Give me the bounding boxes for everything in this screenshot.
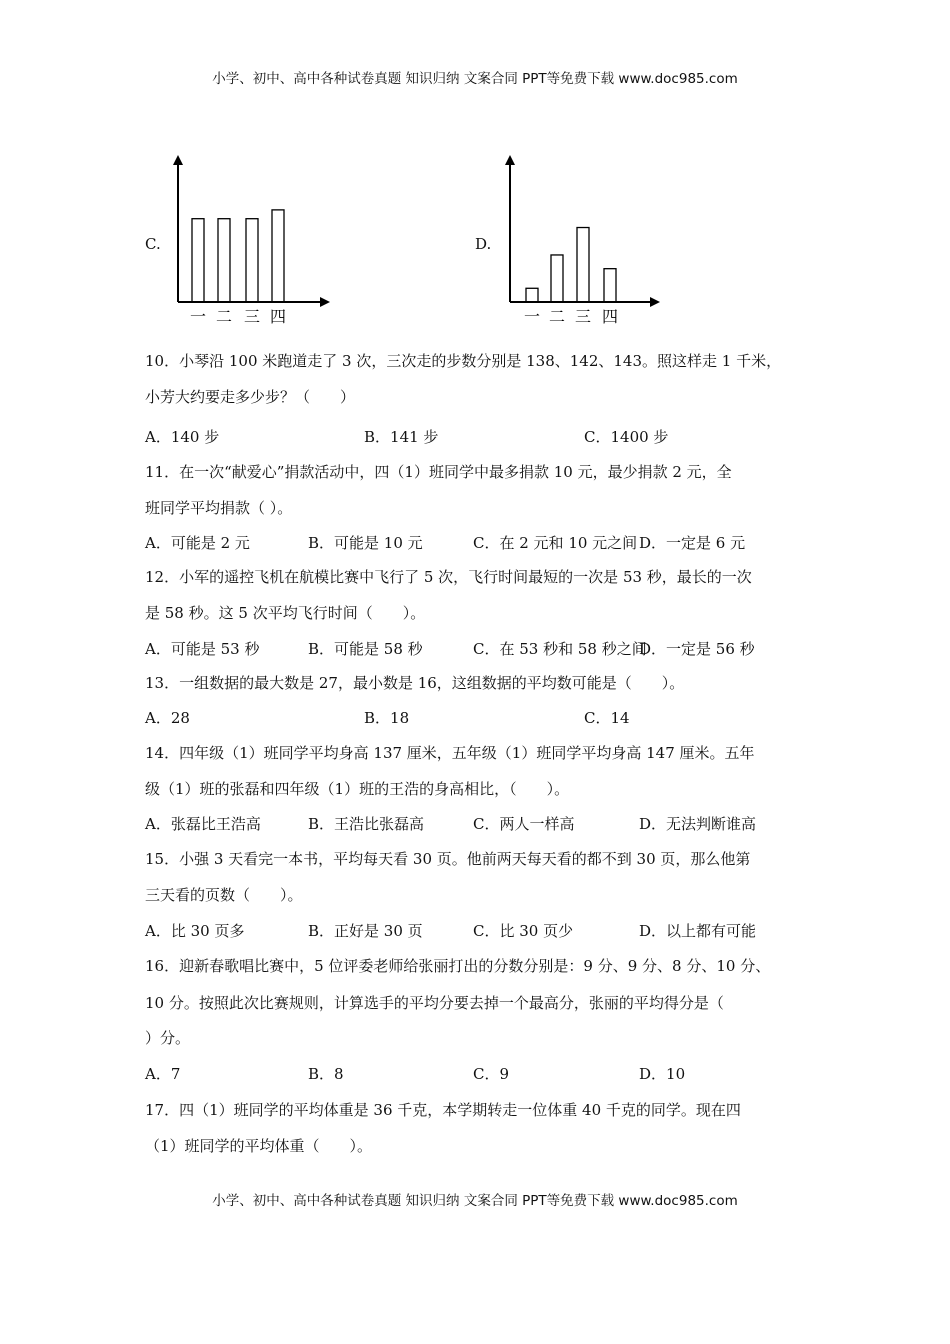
answer-option: B．可能是 10 元 <box>308 534 423 552</box>
question-text: （1）班同学的平均体重（ ）。 <box>145 1137 373 1155</box>
answer-option: B．18 <box>364 709 410 727</box>
bar <box>551 255 563 302</box>
tick-label: 二 <box>215 307 233 326</box>
x-axis-arrow-icon <box>650 297 660 307</box>
y-axis-arrow-icon <box>173 155 183 165</box>
question-text: 12．小军的遥控飞机在航模比赛中飞行了 5 次，飞行时间最短的一次是 53 秒，最长的一次 <box>145 568 752 586</box>
page-footer: 小学、初中、高中各种试卷真题 知识归纳 文案合同 PPT等免费下载 www.doc985.com <box>212 1193 738 1209</box>
answer-option: C．9 <box>473 1065 510 1083</box>
bar <box>272 210 284 302</box>
tick-label: 一 <box>523 307 541 326</box>
bar <box>218 219 230 302</box>
answer-option: A．7 <box>145 1065 181 1083</box>
answer-option: D．无法判断谁高 <box>639 815 757 833</box>
answer-option: D．一定是 56 秒 <box>639 640 755 658</box>
tick-label: 一 <box>189 307 207 326</box>
answer-option: B．王浩比张磊高 <box>308 815 425 833</box>
question-text: 11．在一次“献爱心”捐款活动中，四（1）班同学中最多捐款 10 元，最少捐款 2 元，全 <box>145 463 732 481</box>
tick-label: 四 <box>269 307 287 326</box>
answer-option: B．可能是 58 秒 <box>308 640 423 658</box>
question-text: 三天看的页数（ ）。 <box>145 886 303 904</box>
answer-option: B．141 步 <box>364 428 439 446</box>
question-text: 14．四年级（1）班同学平均身高 137 厘米，五年级（1）班同学平均身高 147 厘米。五年 <box>145 744 755 762</box>
question-text: 16．迎新春歌唱比赛中，5 位评委老师给张丽打出的分数分别是：9 分、9 分、8 分、10 分、 <box>145 957 771 975</box>
answer-option: D．以上都有可能 <box>639 922 757 940</box>
question-text: 班同学平均捐款（ ）。 <box>145 499 293 517</box>
answer-option: C．14 <box>584 709 630 727</box>
x-axis-arrow-icon <box>320 297 330 307</box>
answer-option: C．在 2 元和 10 元之间 <box>473 534 638 552</box>
tick-label: 三 <box>243 307 261 326</box>
bar <box>577 228 589 302</box>
question-text: 小芳大约要走多少步？（ ） <box>145 388 356 406</box>
question-text: 级（1）班的张磊和四年级（1）班的王浩的身高相比，（ ）。 <box>145 780 570 798</box>
tick-label: 四 <box>601 307 619 326</box>
answer-option: C．比 30 页少 <box>473 922 574 940</box>
page-header: 小学、初中、高中各种试卷真题 知识归纳 文案合同 PPT等免费下载 www.doc985.com <box>212 71 738 87</box>
option-c-label: C. <box>145 235 161 253</box>
tick-label: 三 <box>574 307 592 326</box>
bar <box>246 219 258 302</box>
answer-option: C．两人一样高 <box>473 815 575 833</box>
answer-option: D．10 <box>639 1065 686 1083</box>
answer-option: B．8 <box>308 1065 344 1083</box>
answer-option: D．一定是 6 元 <box>639 534 746 552</box>
answer-option: A．比 30 页多 <box>145 922 245 940</box>
answer-option: A．张磊比王浩高 <box>145 815 261 833</box>
answer-option: A．28 <box>145 709 190 727</box>
answer-option: C．在 53 秒和 58 秒之间 <box>473 640 647 658</box>
question-text: 13．一组数据的最大数是 27，最小数是 16，这组数据的平均数可能是（ ）。 <box>145 674 685 692</box>
answer-option: A．可能是 53 秒 <box>145 640 260 658</box>
question-text: 10．小琴沿 100 米跑道走了 3 次，三次走的步数分别是 138、142、143。照这样走 1 千米， <box>145 352 782 370</box>
question-text: ）分。 <box>145 1029 191 1047</box>
bar <box>526 288 538 302</box>
bar <box>604 269 616 302</box>
option-d-label: D. <box>475 235 492 253</box>
question-text: 10 分。按照此次比赛规则，计算选手的平均分要去掉一个最高分，张丽的平均得分是（ <box>145 994 724 1012</box>
answer-option: A．140 步 <box>145 428 220 446</box>
answer-option: C．1400 步 <box>584 428 669 446</box>
tick-label: 二 <box>548 307 566 326</box>
y-axis-arrow-icon <box>505 155 515 165</box>
answer-option: B．正好是 30 页 <box>308 922 423 940</box>
bar <box>192 219 204 302</box>
question-text: 是 58 秒。这 5 次平均飞行时间（ ）。 <box>145 604 426 622</box>
answer-option: A．可能是 2 元 <box>145 534 250 552</box>
question-text: 15．小强 3 天看完一本书，平均每天看 30 页。他前两天每天看的都不到 30 页，那么他第 <box>145 850 751 868</box>
bar-charts <box>0 0 950 340</box>
question-text: 17．四（1）班同学的平均体重是 36 千克，本学期转走一位体重 40 千克的同学。现在四 <box>145 1101 741 1119</box>
